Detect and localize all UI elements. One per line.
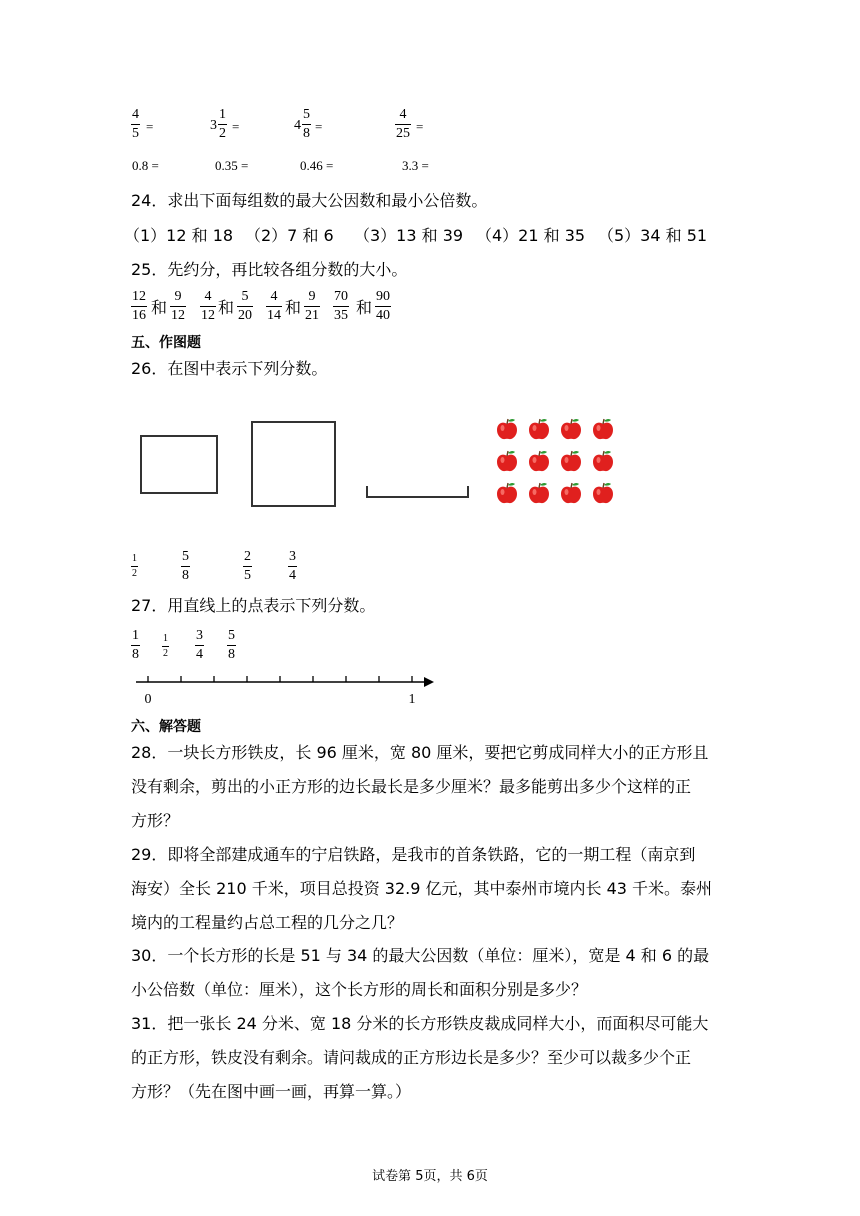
decimal-item: 3.3 = [402, 158, 429, 173]
apple-icon [559, 481, 583, 505]
equals-sign: = [146, 119, 154, 134]
apple-icon [495, 449, 519, 473]
question-24: 24．求出下面每组数的最大公因数和最小公倍数。 [131, 191, 488, 210]
and-word: 和 [218, 298, 235, 317]
fraction: 5 8 [303, 107, 310, 141]
decimal-item: 0.8 = [132, 158, 159, 173]
question-28-line: 没有剩余，剪出的小正方形的边长最长是多少厘米？最多能剪出多少个这样的正 [131, 777, 692, 796]
question-27: 27．用直线上的点表示下列分数。 [131, 596, 376, 615]
question-29-line: 境内的工程量约占总工程的几分之几？ [131, 913, 404, 932]
fraction: 3 4 [289, 549, 296, 583]
apple-icon [591, 417, 615, 441]
decimal-item: 0.35 = [215, 158, 249, 173]
fraction: 5 20 [238, 289, 252, 323]
fraction: 4 5 [132, 107, 139, 141]
fraction: 70 35 [334, 289, 348, 323]
number-line-ticks [148, 676, 412, 682]
question-28-line: 28．一块长方形铁皮，长 96 厘米，宽 80 厘米，要把它剪成同样大小的正方形且 [131, 743, 709, 762]
fraction: 5 8 [182, 549, 189, 583]
fraction: 5 8 [228, 628, 235, 662]
question-31-line: 的正方形，铁皮没有剩余。请问裁成的正方形边长是多少？至少可以裁多少个正 [131, 1048, 692, 1067]
fraction: 9 12 [171, 289, 185, 323]
whole-number: 3 [210, 118, 217, 133]
question-29-line: 海安）全长 210 千米，项目总投资 32.9 亿元，其中泰州市境内长 43 千米。泰州 [131, 879, 713, 898]
fraction: 1 8 [132, 628, 139, 662]
fraction: 9 21 [305, 289, 319, 323]
axis-end-label: 1 [408, 692, 416, 707]
q24-item: （1）12 和 18 [124, 226, 234, 245]
q24-item: （2）7 和 6 [245, 226, 334, 245]
equals-sign: = [232, 119, 240, 134]
equals-sign: = [416, 119, 424, 134]
question-28-line: 方形？ [131, 811, 180, 830]
square-figure [251, 421, 336, 507]
section-heading: 五、作图题 [131, 335, 201, 351]
fraction: 90 40 [376, 289, 390, 323]
fraction: 1 2 [132, 553, 137, 579]
fraction: 4 25 [396, 107, 410, 141]
fraction: 4 12 [201, 289, 215, 323]
arrow-head-icon [424, 677, 434, 687]
apple-icon [559, 449, 583, 473]
question-31-line: 31．把一张长 24 分米、宽 18 分米的长方形铁皮裁成同样大小，而面积尽可能大 [131, 1014, 709, 1033]
question-31-line: 方形？（先在图中画一画，再算一算。） [131, 1082, 412, 1101]
apple-icon [527, 449, 551, 473]
apple-icon [591, 481, 615, 505]
whole-number: 4 [294, 118, 301, 133]
apple-icon [495, 417, 519, 441]
apple-icon [527, 481, 551, 505]
axis-start-label: 0 [144, 692, 152, 707]
fraction: 3 4 [196, 628, 203, 662]
q24-item: （4）21 和 35 [476, 226, 586, 245]
and-word: 和 [151, 298, 168, 317]
rectangle-figure [140, 435, 218, 494]
fraction: 1 2 [163, 633, 168, 659]
fraction: 2 5 [244, 549, 251, 583]
apple-icon [495, 481, 519, 505]
fraction: 1 2 [219, 107, 226, 141]
question-25: 25．先约分，再比较各组分数的大小。 [131, 260, 408, 279]
page-footer: 试卷第 5页，共 6页 [372, 1169, 488, 1184]
fraction: 4 14 [267, 289, 281, 323]
apple-icon [559, 417, 583, 441]
q24-item: （5）34 和 51 [598, 226, 708, 245]
line-segment-figure [366, 486, 469, 498]
apple-icon [591, 449, 615, 473]
fraction: 12 16 [132, 289, 146, 323]
question-30-line: 小公倍数（单位：厘米），这个长方形的周长和面积分别是多少？ [131, 980, 588, 999]
section-heading: 六、解答题 [131, 719, 201, 735]
number-line [128, 672, 438, 708]
equals-sign: = [315, 119, 323, 134]
apple-icon [527, 417, 551, 441]
q24-item: （3）13 和 39 [354, 226, 464, 245]
question-30-line: 30．一个长方形的长是 51 与 34 的最大公因数（单位：厘米），宽是 4 和 6 的最 [131, 946, 710, 965]
question-26: 26．在图中表示下列分数。 [131, 359, 328, 378]
question-29-line: 29．即将全部建成通车的宁启铁路，是我市的首条铁路，它的一期工程（南京到 [131, 845, 696, 864]
decimal-item: 0.46 = [300, 158, 334, 173]
and-word: 和 [356, 298, 373, 317]
and-word: 和 [285, 298, 302, 317]
